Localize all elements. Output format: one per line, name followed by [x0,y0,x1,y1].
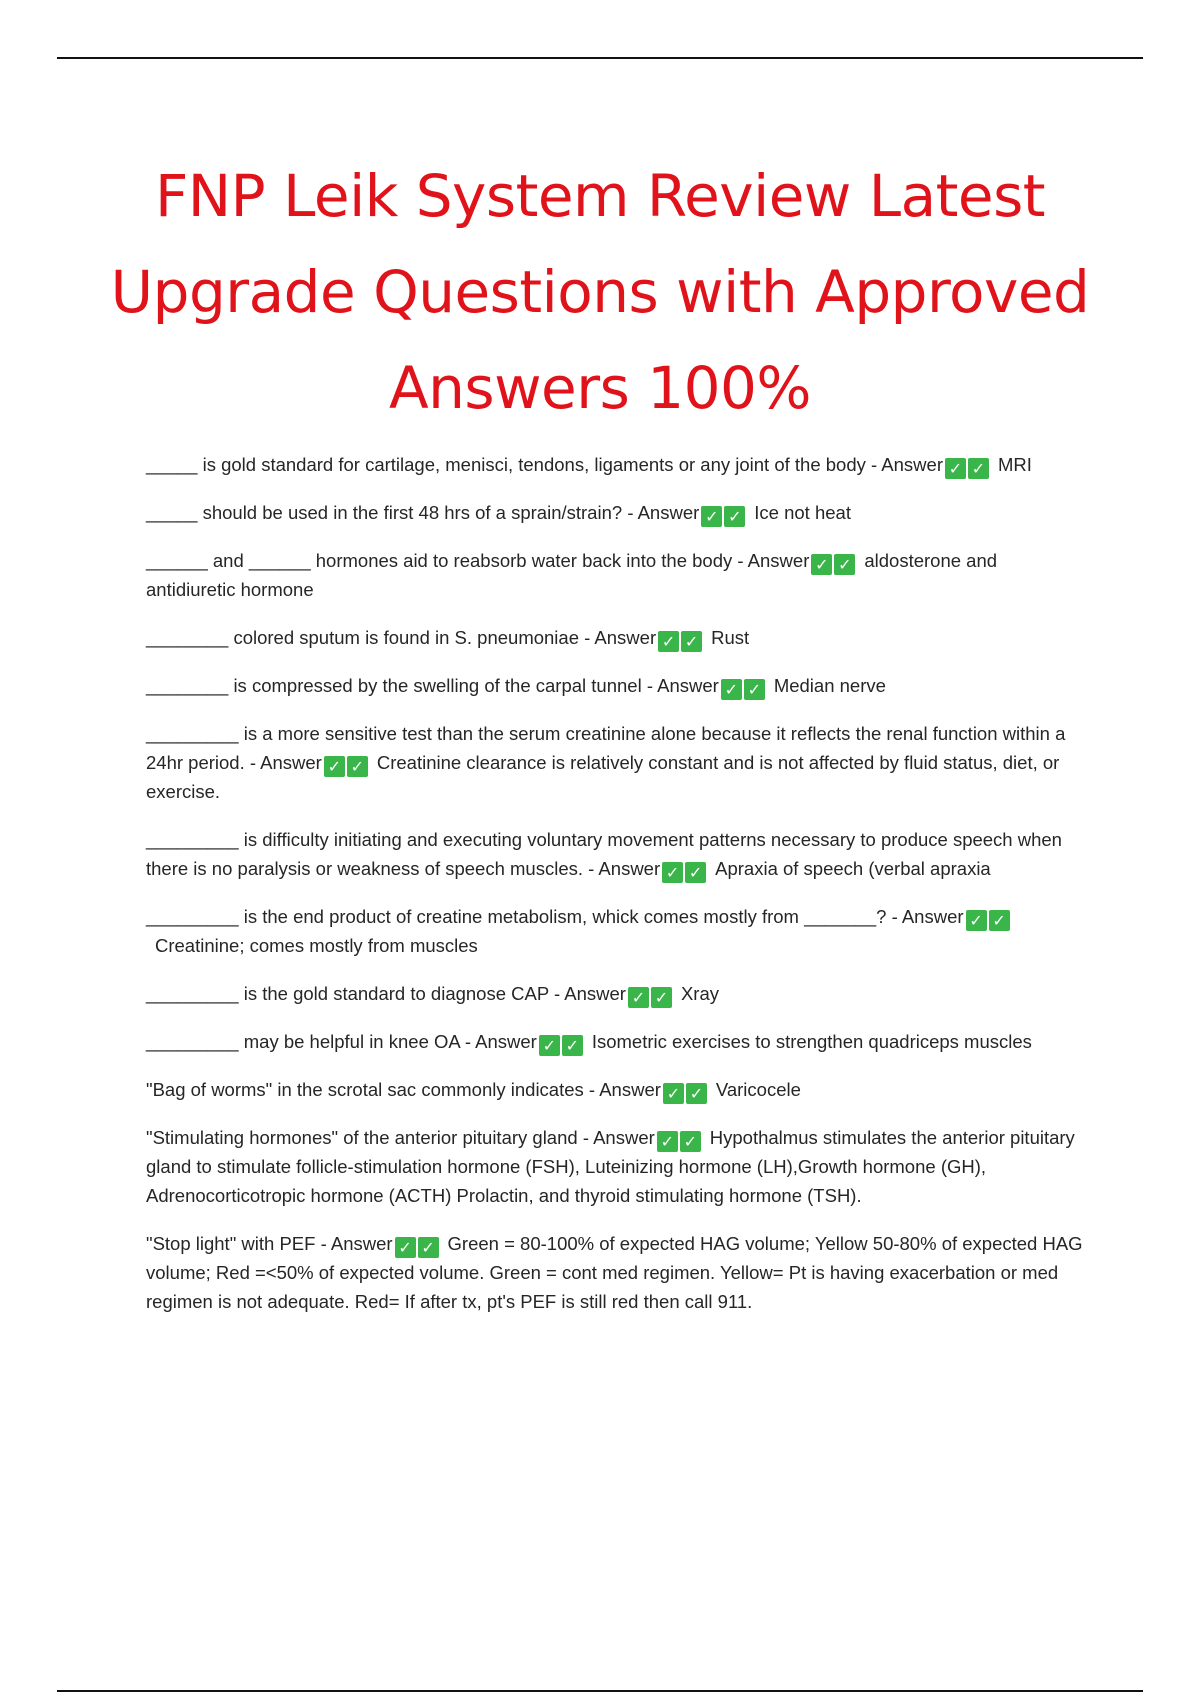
question-text: "Bag of worms" in the scrotal sac commonly indicates [146,1079,584,1100]
answer-text: Varicocele [715,1079,801,1100]
checkmark-icon: ✓ [658,631,679,652]
checkmark-icon: ✓ [834,554,855,575]
checkmark-icon: ✓ [811,554,832,575]
question-text: _____ should be used in the first 48 hrs of a sprain/strain? [146,502,623,523]
checkmark-icon: ✓ [680,1131,701,1152]
answer-text: aldosterone and antidiuretic hormone [146,550,998,600]
answer-label: - Answer [320,1233,393,1254]
question-text: _________ is a more sensitive test than the serum creatinine alone because it reflects the renal function within a 24hr period. [146,723,1066,773]
qa-item [146,1229,1086,1316]
checkmark-icon: ✓ [395,1237,416,1258]
qa-item [146,450,1086,479]
checkmark-icon: ✓ [968,458,989,479]
answer-text: Green = 80-100% of expected HAG volume; Yellow 50-80% of expected HAG volume; Red =<50% of expected volume. Green = cont med regimen. Yellow= Pt is having exacerbation or med regimen is not adequate. Red= If after tx, pt's PEF is still red then call 911. [146,1233,1083,1312]
question-text: ______ and ______ hormones aid to reabsorb water back into the body [146,550,733,571]
question-text: _________ is the gold standard to diagnose CAP [146,983,549,1004]
checkmark-icon: ✓ [562,1035,583,1056]
qa-item [146,671,1086,700]
checkmark-icon: ✓ [324,756,345,777]
checkmark-icon: ✓ [628,987,649,1008]
checkmark-icon: ✓ [662,862,683,883]
checkmark-icon: ✓ [989,910,1010,931]
qa-item [146,825,1086,883]
qa-item [146,1075,1086,1104]
answer-text: Creatinine clearance is relatively constant and is not affected by fluid status, diet, or exercise. [146,752,1060,802]
answer-text: Apraxia of speech (verbal apraxia [715,858,991,879]
answer-label: - Answer [737,550,810,571]
checkmark-icon: ✓ [686,1083,707,1104]
checkmark-icon: ✓ [685,862,706,883]
checkmark-icon: ✓ [721,679,742,700]
qa-item [146,979,1086,1008]
answer-text: Median nerve [773,675,886,696]
question-text: ________ is compressed by the swelling of the carpal tunnel [146,675,642,696]
qa-item [146,1027,1086,1056]
checkmark-icon: ✓ [657,1131,678,1152]
checkmark-icon: ✓ [651,987,672,1008]
top-rule [57,57,1143,59]
answer-text: Hypothalmus stimulates the anterior pituitary gland to stimulate follicle-stimulation hormone (FSH), Luteinizing hormone (LH),Growth hormone (GH), Adrenocorticotropic hormone (ACTH) Prolactin, and thyroid stimulating hormone (TSH). [146,1127,1075,1206]
answer-label: - Answer [588,858,661,879]
answer-label: - Answer [871,454,943,475]
question-text: _________ may be helpful in knee OA [146,1031,460,1052]
checkmark-icon: ✓ [347,756,368,777]
answer-text: Ice not heat [754,502,851,523]
question-text: "Stimulating hormones" of the anterior pituitary gland [146,1127,578,1148]
qa-item [146,719,1086,806]
question-text: _________ is the end product of creatine metabolism, whick comes mostly from _______? [146,906,887,927]
answer-label: - Answer [554,983,626,1004]
answer-text: MRI [997,454,1032,475]
bottom-rule [57,1690,1143,1692]
answer-text: Xray [680,983,720,1004]
qa-list [146,450,1086,1335]
question-text: ________ colored sputum is found in S. pneumoniae [146,627,579,648]
checkmark-icon: ✓ [724,506,745,527]
answer-label: - Answer [582,1127,655,1148]
qa-item [146,902,1086,960]
checkmark-icon: ✓ [418,1237,439,1258]
qa-item [146,623,1086,652]
document-title: FNP Leik System Review Latest Upgrade Questions with Approved Answers 100% [110,162,1090,422]
question-text: "Stop light" with PEF [146,1233,316,1254]
checkmark-icon: ✓ [539,1035,560,1056]
answer-label: - Answer [584,627,657,648]
answer-label: - Answer [588,1079,661,1100]
checkmark-icon: ✓ [701,506,722,527]
answer-label: - Answer [464,1031,537,1052]
answer-text: Rust [711,627,750,648]
qa-item [146,1123,1086,1210]
answer-label: - Answer [891,906,964,927]
answer-text: Isometric exercises to strengthen quadriceps muscles [591,1031,1032,1052]
qa-item [146,546,1086,604]
question-text: _________ is difficulty initiating and executing voluntary movement patterns necessary to produce speech when there is no paralysis or weakness of speech muscles. [146,829,1062,879]
answer-label: - Answer [249,752,322,773]
answer-label: - Answer [627,502,700,523]
answer-label: - Answer [646,675,719,696]
checkmark-icon: ✓ [681,631,702,652]
checkmark-icon: ✓ [966,910,987,931]
checkmark-icon: ✓ [744,679,765,700]
checkmark-icon: ✓ [945,458,966,479]
question-text: _____ is gold standard for cartilage, menisci, tendons, ligaments or any joint of the body [146,454,866,475]
checkmark-icon: ✓ [663,1083,684,1104]
qa-item [146,498,1086,527]
answer-text: Creatinine; comes mostly from muscles [155,935,478,956]
